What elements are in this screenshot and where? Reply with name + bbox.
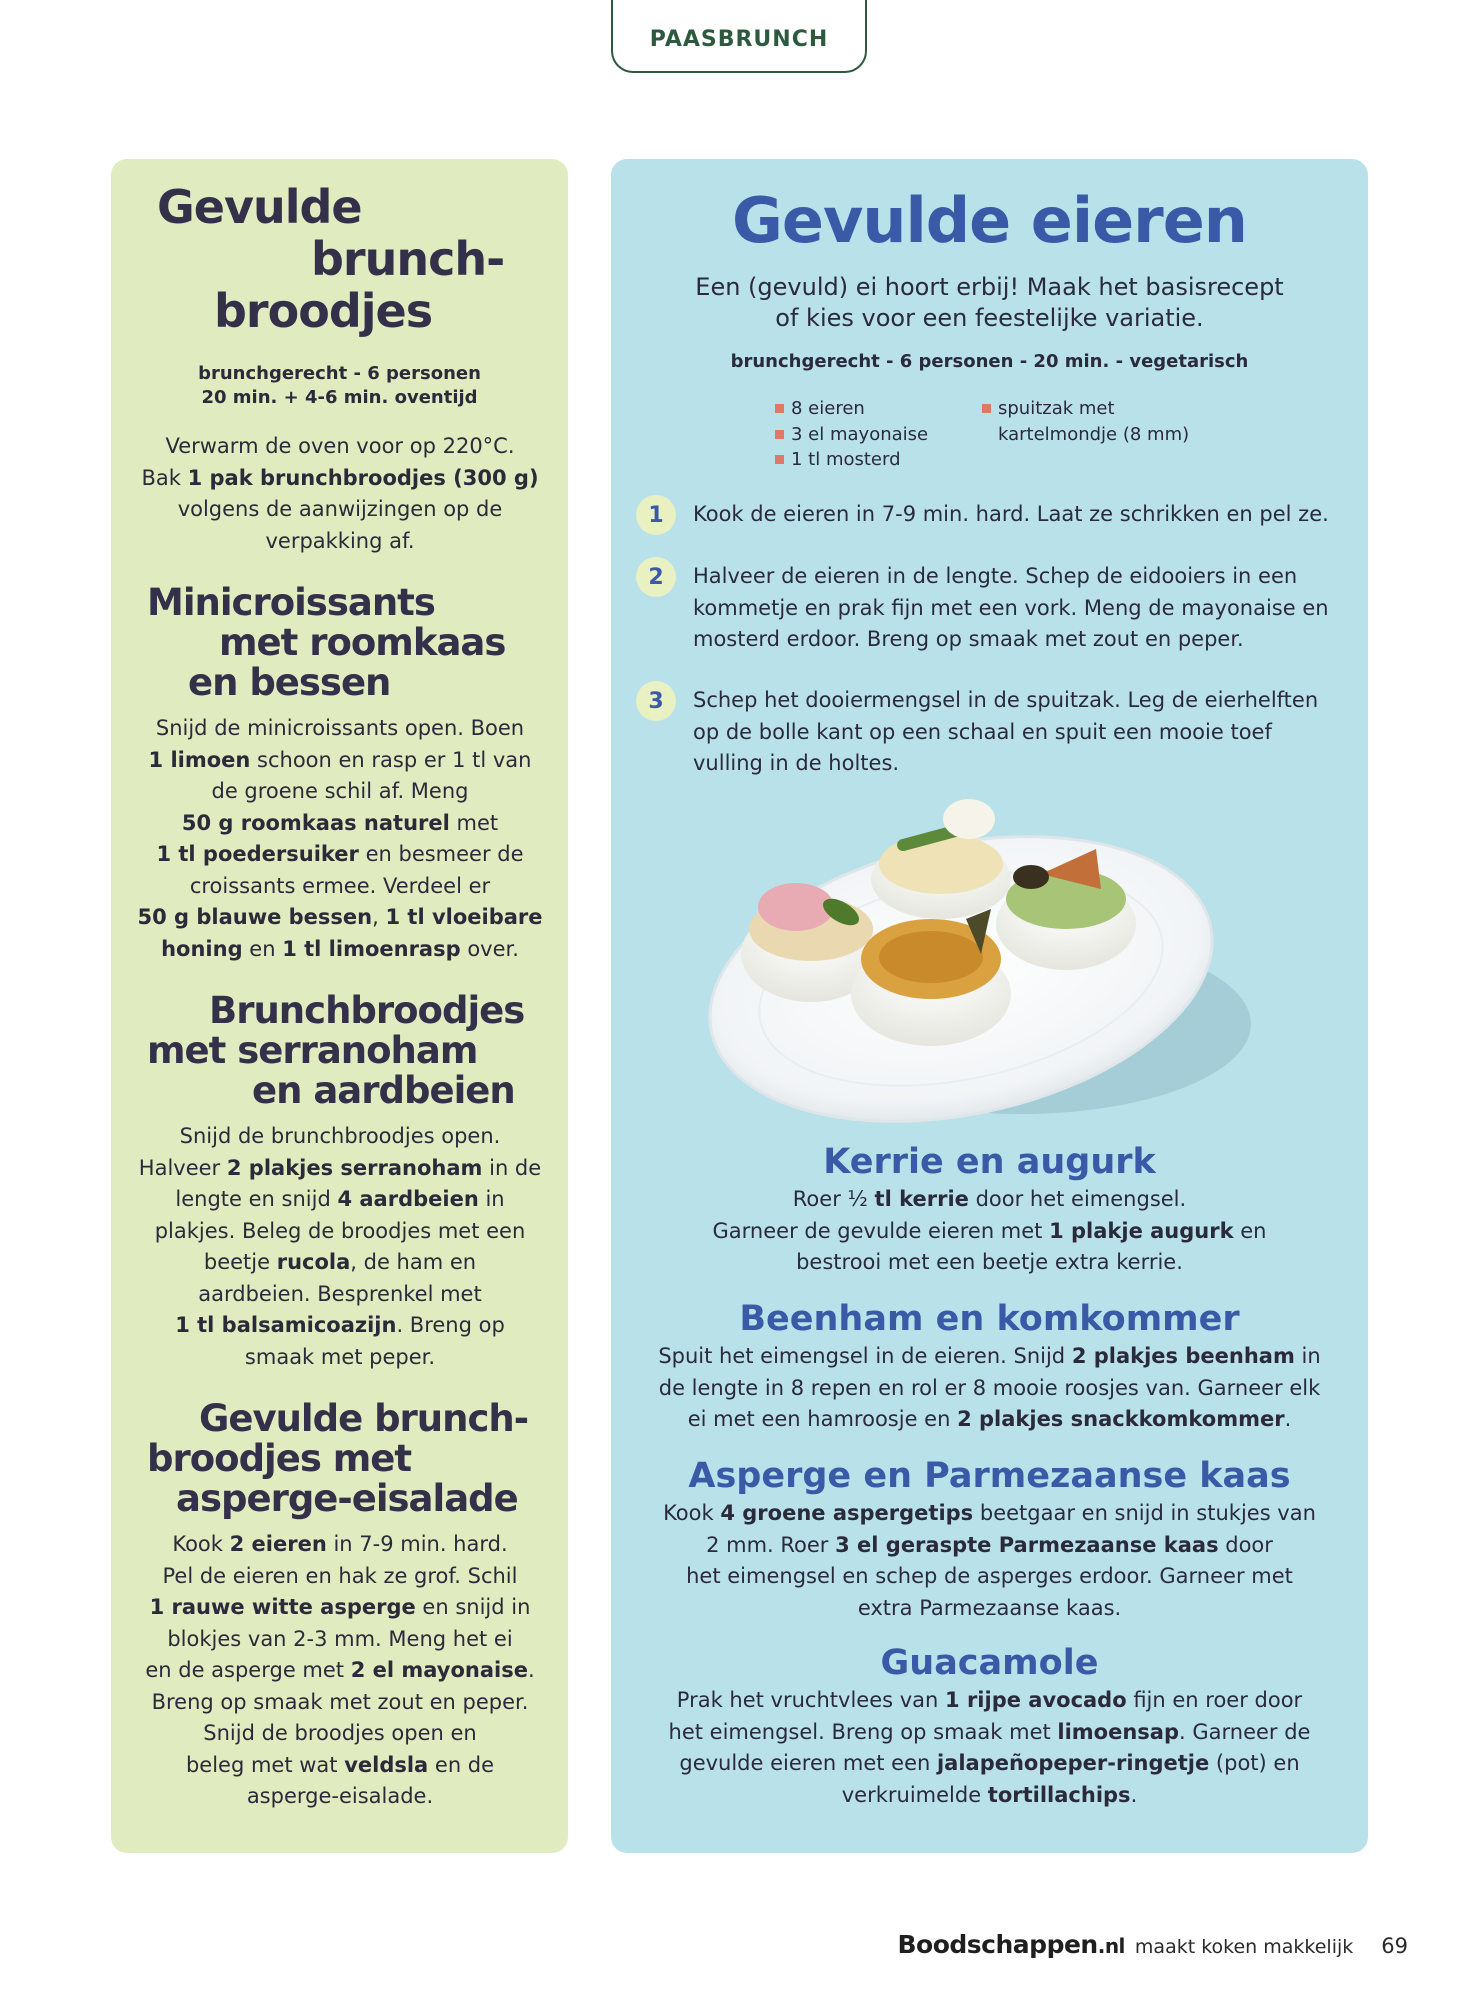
variation-title-guacamole: Guacamole — [880, 1643, 1099, 1683]
step-number-badge: 1 — [636, 495, 676, 535]
section-title-line: broodjes met — [147, 1437, 412, 1480]
variation-title-beenham: Beenham en komkommer — [739, 1299, 1240, 1339]
variation-body-beenham: Spuit het eimengsel in de eieren. Snijd 2 plakjes beenham in de lengte in 8 repen en rol er 8 mooie roosjes van. Garneer elk ei met een hamroosje en 2 plakjes snackkomkommer. — [658, 1344, 1321, 1431]
brand-tagline: maakt koken makkelijk — [1134, 1936, 1354, 1958]
section-title-line: met serranoham — [147, 1029, 478, 1072]
left-title-line: broodjes — [214, 284, 433, 338]
section-title-line: en aardbeien — [252, 1069, 515, 1112]
ingredient-item: 1 tl mosterd — [775, 447, 928, 473]
section-title-line: Brunchbroodjes — [209, 989, 525, 1032]
variation-body-kerrie: Roer ½ tl kerrie door het eimengsel. Garneer de gevulde eieren met 1 plakje augurk en bestrooi met een beetje extra kerrie. — [712, 1187, 1267, 1274]
left-meta — [111, 362, 568, 410]
variation-body-asperge: Kook 4 groene aspergetips beetgaar en snijd in stukjes van 2 mm. Roer 3 el geraspte Parmezaanse kaas door het eimengsel en schep de asperges erdoor. Garneer met extra Parmezaanse kaas. — [663, 1501, 1316, 1620]
section-title-line: Gevulde brunch- — [199, 1397, 529, 1440]
left-title-line: brunch- — [311, 232, 505, 286]
brunchbroodjes-panel — [111, 159, 568, 1853]
variation-title-kerrie: Kerrie en augurk — [823, 1142, 1156, 1182]
variation-body-guacamole: Prak het vruchtvlees van 1 rijpe avocado fijn en roer door het eimengsel. Breng op smaak met limoensap. Garneer de gevulde eieren met een jalapeñopeper-ringetje (pot) en verkruimelde tortillachips. — [668, 1688, 1311, 1807]
section-title-minicroissants — [111, 583, 568, 703]
left-title — [111, 181, 568, 337]
brand-logo — [898, 1930, 1125, 1959]
section-title-line: met roomkaas — [219, 621, 506, 664]
page-number: 69 — [1381, 1934, 1408, 1958]
section-tab — [611, 0, 867, 73]
ingredient-item: 3 el mayonaise — [775, 422, 928, 448]
step-number-badge: 3 — [636, 681, 676, 721]
section-title-asperge-eisalade — [111, 1399, 568, 1519]
recipe-intro-line: of kies voor een feestelijke variatie. — [775, 304, 1204, 332]
section-body-asperge-eisalade: Kook 2 eieren in 7-9 min. hard. Pel de eieren en hak ze grof. Schil 1 rauwe witte asperge en snijd in blokjes van 2-3 mm. Meng het ei en de asperge met 2 el mayonaise. Breng op smaak met zout en peper. Snijd de broodjes open en beleg met wat veldsla en de asperge-eisalade. — [145, 1532, 535, 1808]
page-footer — [898, 1930, 1409, 1959]
recipe-intro — [641, 272, 1338, 334]
section-body-minicroissants: Snijd de minicroissants open. Boen 1 limoen schoon en rasp er 1 tl van de groene schil af. Meng 50 g roomkaas naturel met 1 tl poedersuiker en besmeer de croissants ermee. Verdeel er 50 g blauwe bessen, 1 tl vloeibare honing en 1 tl limoenrasp over. — [137, 716, 543, 961]
section-body-serranoham: Snijd de brunchbroodjes open. Halveer 2 plakjes serranoham in de lengte en snijd 4 aardbeien in plakjes. Beleg de broodjes met een beetje rucola, de ham en aardbeien. Besprenkel met 1 tl balsamicoazijn. Breng op smaak met peper. — [138, 1124, 542, 1369]
brand-suffix: .nl — [1097, 1934, 1125, 1958]
left-meta-line: brunchgerecht - 6 personen — [198, 363, 481, 384]
step-number-badge: 2 — [636, 557, 676, 597]
equipment-list — [982, 396, 1212, 447]
deviled-eggs-illustration — [701, 779, 1261, 1139]
step-text: Kook de eieren in 7-9 min. hard. Laat ze schrikken en pel ze. — [693, 502, 1329, 526]
ingredient-item: 8 eieren — [775, 396, 928, 422]
section-tab-label: PAASBRUNCH — [649, 27, 829, 52]
variation-title-asperge: Asperge en Parmezaanse kaas — [688, 1456, 1291, 1496]
ingredient-list — [775, 396, 928, 473]
recipe-title: Gevulde eieren — [732, 184, 1247, 257]
ingredient-item: spuitzak met kartelmondje (8 mm) — [982, 396, 1212, 447]
section-title-line: asperge-eisalade — [176, 1477, 518, 1520]
gevulde-eieren-panel — [611, 159, 1368, 1853]
section-title-serranoham — [111, 991, 568, 1111]
deviled-eggs-photo — [701, 779, 1261, 1139]
step-text: Halveer de eieren in de lengte. Schep de eidooiers in een kommetje en prak fijn met een vork. Meng de mayonaise en mosterd erdoor. Breng op smaak met zout en peper. — [693, 564, 1329, 651]
section-title-line: Minicroissants — [147, 581, 435, 624]
recipe-meta: brunchgerecht - 6 personen - 20 min. - vegetarisch — [730, 351, 1249, 372]
step-text: Schep het dooiermengsel in de spuitzak. Leg de eierhelften op de bolle kant op een schaal en spuit een mooie toef vulling in de holtes. — [693, 688, 1319, 775]
left-meta-line: 20 min. + 4-6 min. oventijd — [201, 387, 478, 408]
left-intro: Verwarm de oven voor op 220°C. Bak 1 pak brunchbroodjes (300 g) volgens de aanwijzingen op de verpakking af. — [141, 434, 539, 553]
recipe-intro-line: Een (gevuld) ei hoort erbij! Maak het basisrecept — [695, 273, 1284, 301]
brand-name: Boodschappen — [897, 1930, 1098, 1959]
section-title-line: en bessen — [188, 661, 391, 704]
left-title-line: Gevulde — [157, 180, 362, 234]
